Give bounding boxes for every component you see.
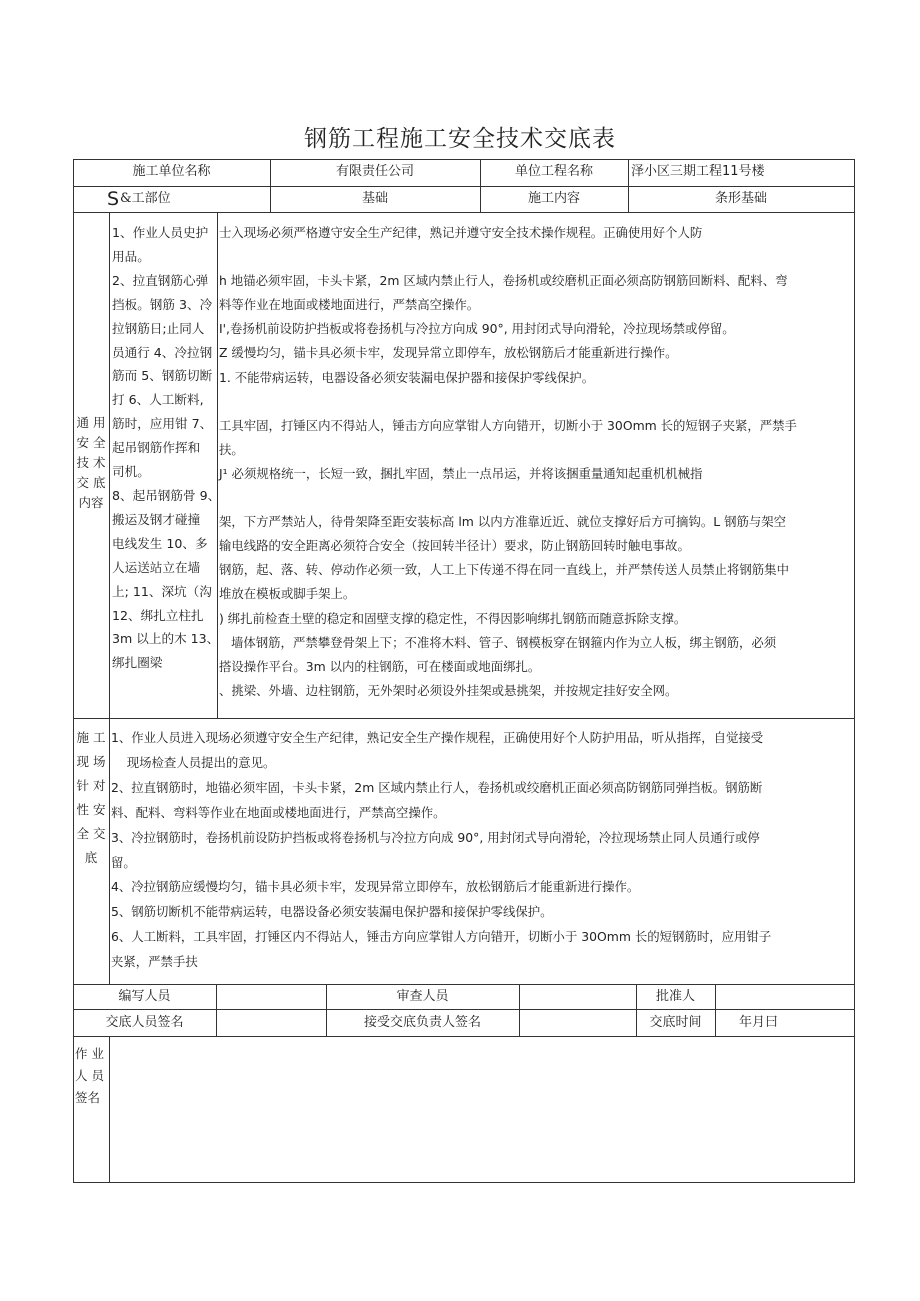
general-label-line: 内容 (78, 495, 104, 510)
general-right-line: J¹ 必须规格统一，长短一致，捆扎牢固，禁止一点吊运，并将该捆重量通知起重机机械指 (219, 465, 703, 481)
general-left-line: 打 6、人工断料, (112, 392, 204, 408)
table-rule (73, 186, 855, 187)
general-right-line: 墙体钢筋，严禁攀登骨架上下；不准将木料、管子、钢模板穿在钢箍内作为立人板，绑主钢筋，必须 (231, 634, 777, 650)
safety-briefing-table (73, 159, 855, 1183)
general-section-label (73, 413, 109, 513)
site-label-line: 全 交 (76, 826, 106, 841)
site-line: 4、冷拉钢筋应缓慢均匀，锚卡具必须卡牢，发现异常立即停车，放松钢筋后才能重新进行操作。 (111, 879, 640, 895)
table-rule (73, 984, 855, 985)
general-left-line: 电线发生 10、多 (112, 535, 208, 551)
general-left-line: 拉钢筋日;止同人 (112, 320, 205, 336)
table-rule (73, 718, 855, 719)
site-line: 留。 (111, 854, 136, 870)
general-left-line: 筋时，应用钳 7、 (112, 416, 213, 432)
workers-label-line: 签名 (75, 1090, 101, 1105)
signoff-label-compiler: 编写人员 (118, 989, 171, 1004)
table-rule (73, 1009, 855, 1010)
general-right-line: ) 绑扎前检查土壁的稳定和固壁支撑的稳定性，不得因影响绑扎钢筋而随意拆除支撑。 (219, 610, 687, 626)
signoff-value-briefing-date: 年月曰 (739, 1015, 779, 1030)
header-value-construction-part: 基础 (361, 191, 388, 206)
general-left-line: 上; 11、深坑（沟 (112, 583, 212, 599)
general-left-line: 人运送站立在墙 (112, 559, 201, 575)
general-left-line: 8、起吊钢筋骨 9、 (112, 487, 221, 503)
general-right-line: I',卷扬机前设防护挡板或将卷扬机与冷拉方向成 90°, 用封闭式导向滑轮，冷拉现场禁或停留。 (219, 321, 735, 337)
site-line: 料、配料、弯料等作业在地面或楼地面进行，严禁高空操作。 (111, 804, 446, 820)
site-content (111, 726, 771, 975)
site-line: 3、冷拉钢筋时，卷扬机前设防护挡板或将卷扬机与冷拉方向成 90°, 用封闭式导向滑轮，冷拉现场禁止同人员通行或停 (111, 829, 760, 845)
table-rule (216, 984, 217, 1036)
site-line: 现场检查人员提出的意见。 (111, 754, 276, 770)
site-label-line: 底 (84, 850, 98, 865)
signoff-label-briefer-signature: 交底人员签名 (105, 1015, 184, 1030)
workers-label-line: 作 业 (75, 1046, 104, 1061)
header-label-construction-content: 施工内容 (527, 191, 580, 206)
signoff-label-approver: 批准人 (655, 989, 695, 1004)
table-rule (73, 212, 855, 213)
site-line: 6、人工断料，工具牢固，打锤区内不得站人，锤击方向应掌钳人方向错开，切断小于 30Omm 长的短钢筋时，应用钳子 (111, 929, 772, 945)
table-rule (519, 984, 520, 1036)
signoff-label-recipient-signature: 接受交底负责人签名 (363, 1015, 481, 1030)
header-value-project-name: 泽小区三期工程11号楼 (631, 164, 765, 179)
general-left-line: 筋而 5、钢筋切断 (112, 368, 213, 384)
site-section-label (73, 726, 109, 870)
site-line: 1、作业人员进入现场必须遵守安全生产纪律，熟记安全生产操作规程，正确使用好个人防护用品，听从指挥，自觉接受 (111, 730, 764, 745)
table-border-top (73, 159, 855, 160)
general-right-line: 、挑梁、外墙、边柱钢筋，无外架时必须设外挂架或悬挑架，并按规定挂好安全网。 (219, 682, 678, 698)
general-left-line: 绑扎圈梁 (112, 655, 163, 671)
general-left-line: 用品。 (112, 248, 150, 264)
header-label-project-name: 单位工程名称 (514, 164, 593, 179)
general-left-line: 员通行 4、冷拉钢 (112, 344, 213, 360)
header-label-construction-part: &工部位 (120, 191, 171, 206)
general-right-line: 扶。 (219, 441, 244, 457)
general-right-line: 搭设操作平台。3m 以内的柱钢筋，可在楼面或地面绑扎。 (219, 658, 541, 674)
general-left-line: 2、拉直钢筋心弹 (112, 272, 209, 288)
general-right-line: 工具牢固，打锤区内不得站人，锤击方向应掌钳人方向错开，切断小于 30Omm 长的短钢子夹紧，严禁手 (219, 417, 797, 433)
table-border-right (854, 159, 855, 1183)
general-label-line: 通 用 (76, 415, 106, 430)
header-value-construction-unit: 有限责任公司 (335, 164, 414, 179)
site-label-line: 现 场 (76, 754, 106, 769)
general-right-line: 堆放在模板或脚手架上。 (219, 586, 356, 602)
header-value-construction-content: 条形基础 (714, 191, 767, 206)
signoff-label-reviewer: 审查人员 (396, 989, 449, 1004)
general-right-line (219, 486, 797, 510)
site-label-line: 针 对 (76, 778, 106, 793)
general-right-line: 架，下方严禁站人，待骨架降至距安装标高 lm 以内方准靠近近、就位支撑好后方可摘钩。L 钢筋与架空 (219, 514, 787, 530)
document-title: 钢筋工程施工安全技术交底表 (304, 126, 616, 152)
site-label-line: 施 工 (76, 730, 106, 745)
site-line: 5、钢筋切断机不能带病运转，电器设备必须安装漏电保护器和接保护零线保护。 (111, 904, 553, 920)
general-left-line: 司机。 (112, 464, 150, 480)
workers-label-line: 人 员 (75, 1068, 104, 1083)
workers-signature-area[interactable] (110, 1037, 854, 1182)
workers-section-label (75, 1043, 109, 1109)
general-left-line: 3m 以上的木 13、 (112, 631, 220, 647)
general-right-line: 士入现场必须严格遵守安全生产纪律，熟记并遵守安全技术操作规程。正确使用好个人防 (219, 225, 703, 240)
header-prefix-glyph: S (107, 188, 120, 210)
general-label-line: 交 底 (76, 475, 106, 490)
general-left-column (112, 221, 220, 675)
general-label-line: 安 全 (76, 435, 106, 450)
general-right-line (219, 245, 797, 269)
general-right-line: 料等作业在地面或楼地面进行，严禁高空操作。 (219, 297, 480, 313)
table-rule (109, 212, 110, 984)
general-left-line: 1、作业人员史护 (112, 225, 209, 240)
general-left-line: 起吊钢筋作挥和 (112, 440, 201, 456)
header-label-construction-unit: 施工单位名称 (132, 164, 211, 179)
general-right-line: Z 缓慢均匀，锚卡具必须卡牢，发现异常立即停车，放松钢筋后才能重新进行操作。 (219, 345, 678, 361)
general-left-line: 12、绑扎立柱扎 (112, 607, 204, 623)
general-left-line: 挡板。钢筋 3、冷 (112, 296, 213, 312)
table-rule (715, 984, 716, 1036)
general-right-column (219, 221, 797, 703)
site-line: 2、拉直钢筋时，地锚必须牢固，卡头卡紧，2m 区域内禁止行人，卷扬机或绞磨机正面必须高防钢筋同弹挡板。钢筋断 (111, 779, 763, 795)
table-border-bottom (73, 1182, 855, 1183)
general-right-line: 1. 不能带病运转，电器设备必须安装漏电保护器和接保护零线保护。 (219, 369, 595, 385)
site-label-line: 性 安 (76, 802, 106, 817)
general-right-line: 输电线路的安全距离必须符合安全（按回转半径计）要求，防止钢筋回转时触电事故。 (219, 538, 690, 554)
general-right-line (219, 390, 797, 414)
general-right-line: h 地锚必须牢固，卡头卡紧，2m 区域内禁止行人，卷扬机或绞磨机正面必须高防钢筋回断料、配料、弯 (219, 273, 788, 289)
site-line: 夹紧，严禁手扶 (111, 954, 198, 970)
general-label-line: 技 术 (76, 455, 106, 470)
general-right-line: 钢筋，起、落、转、停动作必须一致，人工上下传递不得在同一直线上，并严禁传送人员禁止将钢筋集中 (219, 562, 789, 578)
general-left-line: 搬运及钢才碰撞 (112, 511, 201, 527)
signoff-label-briefing-time: 交底时间 (649, 1015, 702, 1030)
